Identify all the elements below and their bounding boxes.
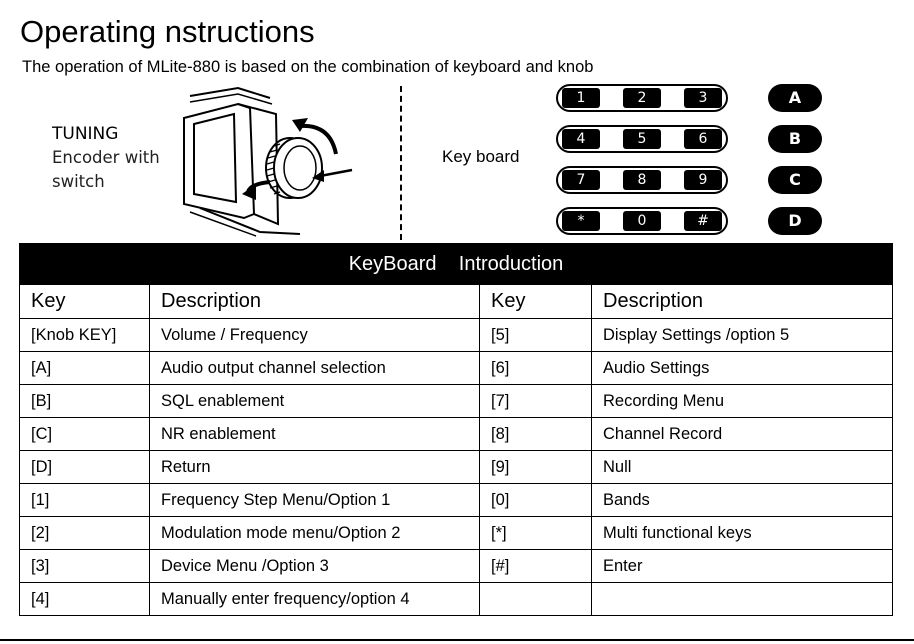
table-header-row [20, 285, 893, 319]
page-subtitle: The operation of MLite-880 is based on the combination of keyboard and knob [22, 58, 594, 76]
table-cell: Null [592, 451, 893, 484]
key-star: * [562, 211, 600, 231]
keypad-illustration [556, 82, 816, 238]
key-1: 1 [562, 88, 600, 108]
table-cell: Device Menu /Option 3 [150, 550, 480, 583]
table-cell: Frequency Step Menu/Option 1 [150, 484, 480, 517]
table-row [20, 385, 893, 418]
key-8: 8 [623, 170, 661, 190]
table-cell: SQL enablement [150, 385, 480, 418]
table-cell: Bands [592, 484, 893, 517]
table-cell: Return [150, 451, 480, 484]
section-divider [400, 86, 402, 240]
page-title: Operating nstructions [20, 14, 315, 49]
table-cell: Modulation mode menu/Option 2 [150, 517, 480, 550]
knob-label-line3: switch [52, 172, 105, 191]
bottom-rule [0, 639, 914, 641]
keypad-row-2 [556, 125, 728, 153]
header-key-2: Key [480, 285, 592, 319]
table-row [20, 517, 893, 550]
key-9: 9 [684, 170, 722, 190]
key-3: 3 [684, 88, 722, 108]
table-cell: Enter [592, 550, 893, 583]
table-cell: [D] [20, 451, 150, 484]
table-cell: [C] [20, 418, 150, 451]
table-cell: [2] [20, 517, 150, 550]
table-cell: [1] [20, 484, 150, 517]
key-4: 4 [562, 129, 600, 149]
header-description-1: Description [150, 285, 480, 319]
table-cell: [#] [480, 550, 592, 583]
table-cell: [9] [480, 451, 592, 484]
table-cell: NR enablement [150, 418, 480, 451]
knob-label-line2: Encoder with [52, 148, 160, 167]
table-row [20, 451, 893, 484]
knob-label [52, 122, 160, 194]
knob-label-line1: TUNING [52, 124, 119, 144]
key-6: 6 [684, 129, 722, 149]
radio-knob-illustration-icon [180, 84, 360, 239]
header-description-2: Description [592, 285, 893, 319]
table-cell [592, 583, 893, 616]
table-cell: [6] [480, 352, 592, 385]
table-title: KeyBoard Introduction [20, 244, 893, 285]
table-cell: [8] [480, 418, 592, 451]
key-5: 5 [623, 129, 661, 149]
table-cell: Audio output channel selection [150, 352, 480, 385]
table-cell: Recording Menu [592, 385, 893, 418]
table-row [20, 484, 893, 517]
key-hash: # [684, 211, 722, 231]
table-cell: [0] [480, 484, 592, 517]
table-cell: [3] [20, 550, 150, 583]
table-cell: [4] [20, 583, 150, 616]
keyboard-intro-table [19, 243, 893, 616]
keypad-row-3 [556, 166, 728, 194]
table-cell: Audio Settings [592, 352, 893, 385]
key-b: B [768, 125, 822, 153]
table-cell: [7] [480, 385, 592, 418]
table-cell: [A] [20, 352, 150, 385]
table-cell: Channel Record [592, 418, 893, 451]
table-cell: [Knob KEY] [20, 319, 150, 352]
keyboard-label: Key board [442, 147, 520, 166]
table-row [20, 418, 893, 451]
table-row [20, 583, 893, 616]
table-cell: Manually enter frequency/option 4 [150, 583, 480, 616]
table-row [20, 319, 893, 352]
table-cell [480, 583, 592, 616]
table-cell: [B] [20, 385, 150, 418]
key-d: D [768, 207, 822, 235]
key-0: 0 [623, 211, 661, 231]
table-cell: [5] [480, 319, 592, 352]
keypad-row-1 [556, 84, 728, 112]
key-a: A [768, 84, 822, 112]
key-7: 7 [562, 170, 600, 190]
key-c: C [768, 166, 822, 194]
table-cell: Volume / Frequency [150, 319, 480, 352]
table-cell: [*] [480, 517, 592, 550]
table-cell: Display Settings /option 5 [592, 319, 893, 352]
table-row [20, 352, 893, 385]
header-key-1: Key [20, 285, 150, 319]
table-row [20, 550, 893, 583]
key-2: 2 [623, 88, 661, 108]
keypad-row-4 [556, 207, 728, 235]
table-cell: Multi functional keys [592, 517, 893, 550]
